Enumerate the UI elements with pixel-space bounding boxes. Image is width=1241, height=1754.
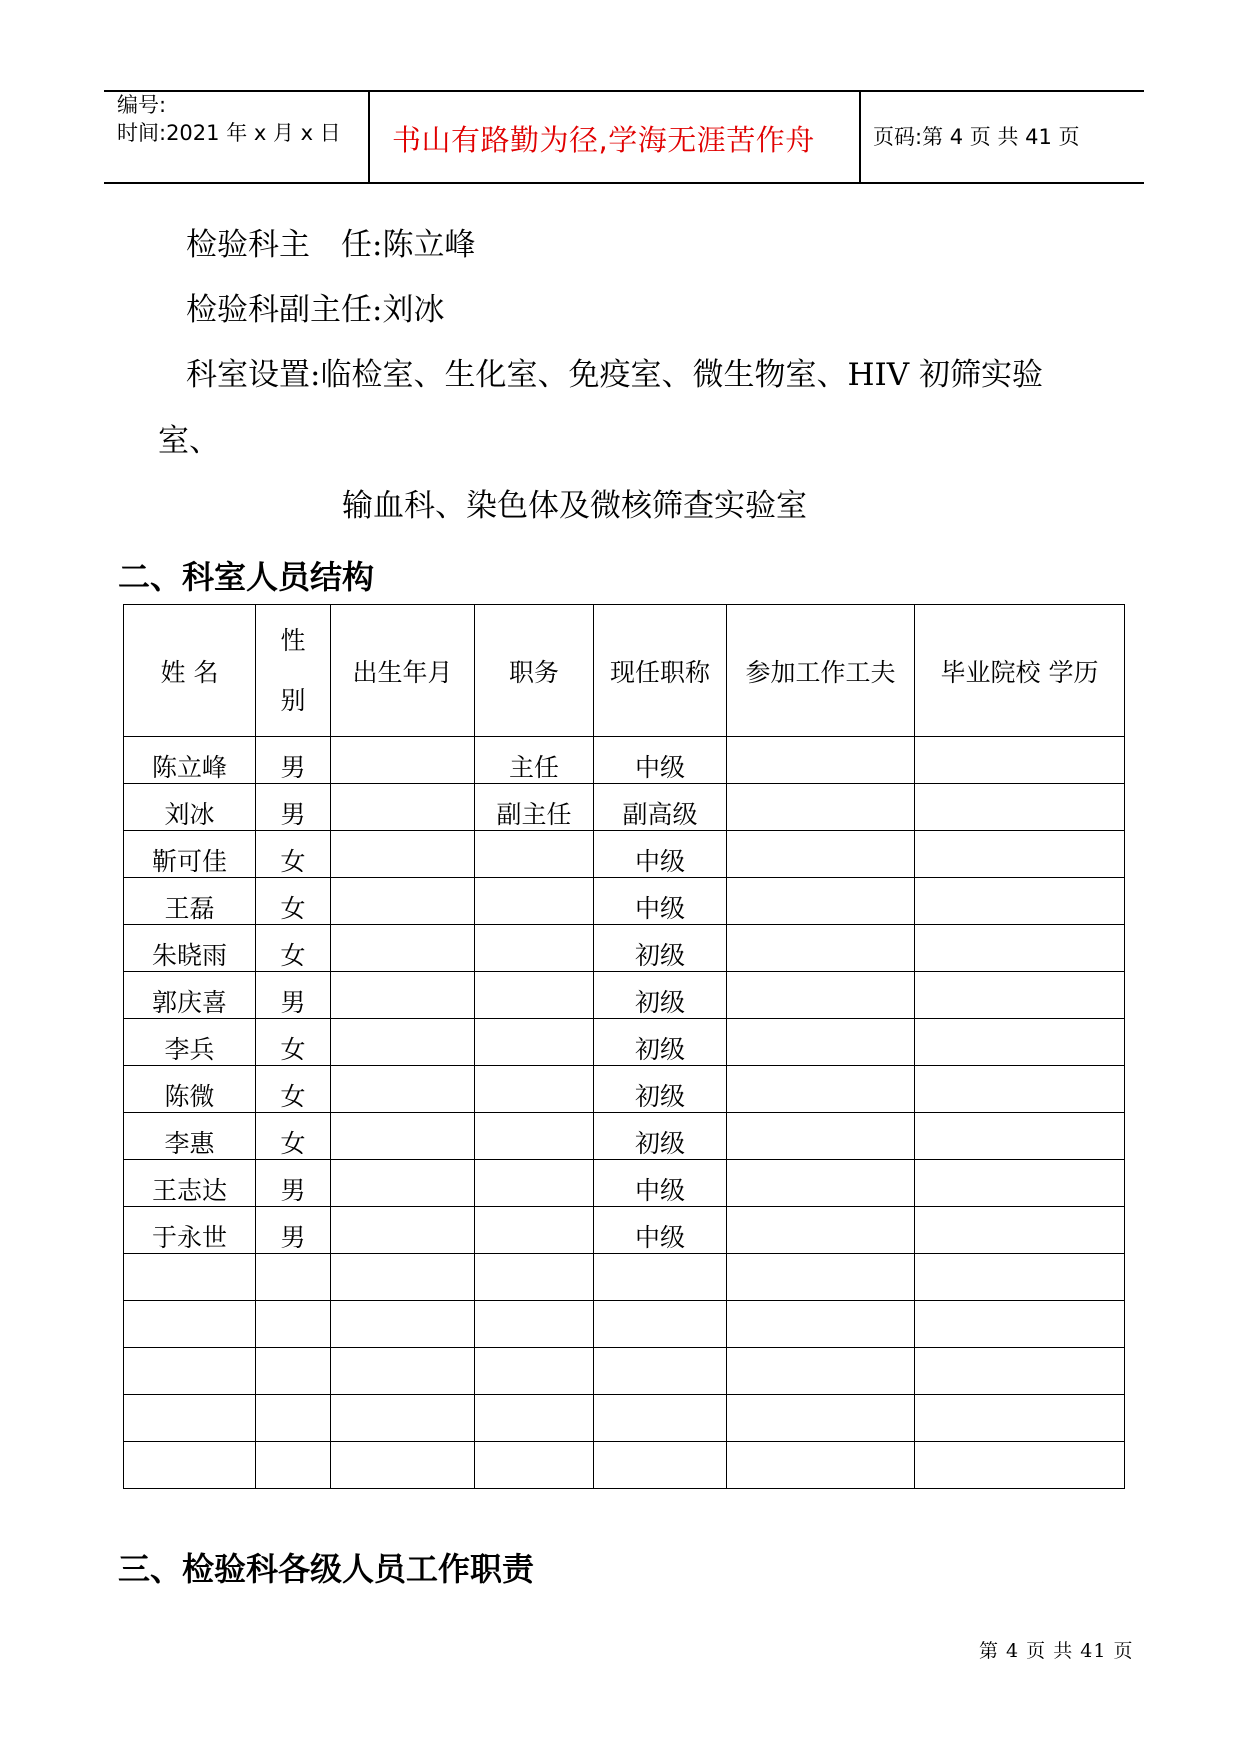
cell-position: [475, 1301, 594, 1348]
cell-birth: [331, 1254, 475, 1301]
cell-work-start: [727, 784, 915, 831]
cell-name: [124, 925, 256, 972]
cell-title: [594, 1113, 727, 1160]
table-row: [124, 737, 1125, 784]
cell-text: 副主任: [496, 800, 572, 829]
cell-text: 初级: [634, 1082, 685, 1111]
cell-work-start: [727, 1442, 915, 1489]
cell-text: 男: [280, 988, 306, 1017]
table-row: [124, 1442, 1125, 1489]
cell-birth: [331, 1301, 475, 1348]
cell-birth: [331, 925, 475, 972]
cell-text: 女: [280, 941, 306, 970]
cell-text: 副高级: [622, 800, 698, 829]
cell-text: 男: [280, 753, 306, 782]
cell-name: [124, 972, 256, 1019]
director-line: 检验科主 任:陈立峰: [186, 227, 476, 263]
cell-text: 王志达: [151, 1176, 227, 1205]
header-gender: [256, 605, 331, 737]
cell-work-start: [727, 1019, 915, 1066]
table-row: [124, 925, 1125, 972]
section-2-title: 二、科室人员结构: [118, 558, 375, 596]
cell-text: 男: [280, 1176, 306, 1205]
header-work-start: 参加工作工夫: [727, 605, 915, 737]
cell-text: 初级: [634, 1129, 685, 1158]
cell-gender: [256, 1113, 331, 1160]
cell-title: [594, 925, 727, 972]
table-row: [124, 1348, 1125, 1395]
cell-school: [915, 784, 1125, 831]
cell-name: [124, 1395, 256, 1442]
cell-position: [475, 1019, 594, 1066]
cell-work-start: [727, 1301, 915, 1348]
table-row: [124, 1019, 1125, 1066]
cell-name: [124, 1207, 256, 1254]
cell-birth: [331, 1160, 475, 1207]
table-row: [124, 1207, 1125, 1254]
rooms-line-1: 科室设置:临检室、生化室、免疫室、微生物室、HIV 初筛实验: [186, 357, 1043, 393]
cell-position: [475, 1113, 594, 1160]
cell-gender: [256, 1066, 331, 1113]
cell-birth: [331, 1066, 475, 1113]
cell-gender: [256, 831, 331, 878]
cell-school: [915, 878, 1125, 925]
cell-name: [124, 1113, 256, 1160]
cell-title: [594, 1019, 727, 1066]
cell-gender: [256, 784, 331, 831]
cell-text: 中级: [634, 753, 685, 782]
cell-text: 中级: [634, 1176, 685, 1205]
cell-title: [594, 784, 727, 831]
cell-work-start: [727, 1254, 915, 1301]
cell-birth: [331, 1348, 475, 1395]
cell-name: [124, 878, 256, 925]
cell-school: [915, 1066, 1125, 1113]
cell-birth: [331, 737, 475, 784]
cell-title: [594, 1348, 727, 1395]
cell-work-start: [727, 831, 915, 878]
cell-title: [594, 972, 727, 1019]
cell-school: [915, 831, 1125, 878]
table-row: [124, 1395, 1125, 1442]
cell-title: [594, 831, 727, 878]
table-row: [124, 972, 1125, 1019]
cell-position: [475, 831, 594, 878]
cell-work-start: [727, 1348, 915, 1395]
cell-name: [124, 1301, 256, 1348]
cell-school: [915, 1207, 1125, 1254]
cell-text: 女: [280, 1035, 306, 1064]
cell-work-start: [727, 1066, 915, 1113]
cell-text: 主任: [508, 753, 559, 782]
cell-work-start: [727, 878, 915, 925]
cell-school: [915, 1113, 1125, 1160]
cell-position: [475, 737, 594, 784]
cell-title: [594, 1160, 727, 1207]
header-divider-right: [859, 90, 861, 183]
header-bottom-rule: [104, 182, 1144, 184]
cell-text: 李惠: [164, 1129, 215, 1158]
table-row: [124, 831, 1125, 878]
cell-position: [475, 1254, 594, 1301]
cell-title: [594, 1442, 727, 1489]
cell-text: 女: [280, 847, 306, 876]
cell-position: [475, 1348, 594, 1395]
cell-text: 朱晓雨: [151, 941, 227, 970]
cell-position: [475, 1160, 594, 1207]
cell-position: [475, 1207, 594, 1254]
cell-text: 靳可佳: [151, 847, 227, 876]
cell-work-start: [727, 1207, 915, 1254]
cell-position: [475, 1442, 594, 1489]
cell-gender: [256, 1160, 331, 1207]
cell-school: [915, 1160, 1125, 1207]
cell-name: [124, 1348, 256, 1395]
cell-gender: [256, 1301, 331, 1348]
cell-position: [475, 784, 594, 831]
cell-school: [915, 972, 1125, 1019]
cell-text: 初级: [634, 1035, 685, 1064]
cell-birth: [331, 1207, 475, 1254]
cell-text: 女: [280, 1129, 306, 1158]
cell-birth: [331, 1019, 475, 1066]
cell-title: [594, 737, 727, 784]
header-name: 姓 名: [124, 605, 256, 737]
cell-gender: [256, 1395, 331, 1442]
cell-name: [124, 784, 256, 831]
cell-birth: [331, 831, 475, 878]
cell-name: [124, 737, 256, 784]
cell-gender: [256, 1348, 331, 1395]
cell-text: 男: [280, 800, 306, 829]
page-footer: 第 4 页 共 41 页: [979, 1640, 1134, 1662]
cell-text: 女: [280, 1082, 306, 1111]
cell-birth: [331, 878, 475, 925]
table-header-row: [124, 605, 1125, 737]
cell-text: 李兵: [164, 1035, 215, 1064]
cell-work-start: [727, 1395, 915, 1442]
cell-work-start: [727, 925, 915, 972]
page-info: 页码:第 4 页 共 41 页: [873, 125, 1080, 149]
cell-position: [475, 972, 594, 1019]
table-row: [124, 1301, 1125, 1348]
cell-text: 中级: [634, 1223, 685, 1252]
header-birth: 出生年月: [331, 605, 475, 737]
cell-text: 陈微: [164, 1082, 215, 1111]
cell-work-start: [727, 737, 915, 784]
cell-work-start: [727, 1160, 915, 1207]
cell-position: [475, 925, 594, 972]
cell-text: 初级: [634, 941, 685, 970]
cell-position: [475, 878, 594, 925]
cell-school: [915, 1301, 1125, 1348]
cell-school: [915, 1254, 1125, 1301]
section-3-title: 三、检验科各级人员工作职责: [118, 1550, 535, 1588]
cell-school: [915, 1395, 1125, 1442]
cell-text: 于永世: [151, 1223, 227, 1252]
cell-text: 中级: [634, 894, 685, 923]
cell-gender: [256, 737, 331, 784]
serial-label: 编号:: [117, 93, 167, 117]
cell-birth: [331, 1113, 475, 1160]
header-gender-2: 别: [280, 685, 306, 715]
header-school: 毕业院校 学历: [915, 605, 1125, 737]
header-top-rule: [104, 90, 1144, 92]
cell-work-start: [727, 1113, 915, 1160]
cell-gender: [256, 1019, 331, 1066]
table-row: [124, 878, 1125, 925]
header-position: 职务: [475, 605, 594, 737]
rooms-line-2: 室、: [158, 423, 220, 459]
cell-text: 刘冰: [164, 800, 215, 829]
table-row: [124, 1160, 1125, 1207]
cell-name: [124, 1254, 256, 1301]
cell-name: [124, 1066, 256, 1113]
cell-school: [915, 925, 1125, 972]
header-divider-left: [368, 90, 370, 183]
cell-gender: [256, 972, 331, 1019]
cell-gender: [256, 1254, 331, 1301]
cell-gender: [256, 925, 331, 972]
table-row: [124, 1113, 1125, 1160]
cell-text: 陈立峰: [151, 753, 227, 782]
cell-text: 郭庆喜: [151, 988, 227, 1017]
deputy-line: 检验科副主任:刘冰: [186, 292, 445, 328]
cell-name: [124, 1442, 256, 1489]
cell-title: [594, 878, 727, 925]
cell-name: [124, 1160, 256, 1207]
cell-text: 中级: [634, 847, 685, 876]
table-row: [124, 1066, 1125, 1113]
cell-title: [594, 1254, 727, 1301]
staff-table: [123, 604, 1125, 1489]
cell-birth: [331, 1395, 475, 1442]
cell-name: [124, 831, 256, 878]
cell-position: [475, 1395, 594, 1442]
cell-school: [915, 1019, 1125, 1066]
table-row: [124, 1254, 1125, 1301]
rooms-line-3: 输血科、染色体及微核筛查实验室: [342, 488, 807, 524]
header-gender-1: 性: [280, 625, 306, 655]
cell-birth: [331, 784, 475, 831]
cell-name: [124, 1019, 256, 1066]
cell-text: 王磊: [164, 894, 215, 923]
cell-school: [915, 737, 1125, 784]
cell-text: 女: [280, 894, 306, 923]
cell-gender: [256, 1442, 331, 1489]
cell-school: [915, 1348, 1125, 1395]
cell-title: [594, 1395, 727, 1442]
cell-school: [915, 1442, 1125, 1489]
cell-title: [594, 1066, 727, 1113]
header-title: 现任职称: [594, 605, 727, 737]
cell-birth: [331, 972, 475, 1019]
cell-title: [594, 1207, 727, 1254]
cell-text: 初级: [634, 988, 685, 1017]
cell-birth: [331, 1442, 475, 1489]
cell-gender: [256, 878, 331, 925]
motto: 书山有路勤为径,学海无涯苦作舟: [392, 123, 815, 157]
time-label: 时间:2021 年 x 月 x 日: [117, 121, 341, 145]
cell-text: 男: [280, 1223, 306, 1252]
cell-title: [594, 1301, 727, 1348]
cell-position: [475, 1066, 594, 1113]
cell-work-start: [727, 972, 915, 1019]
table-row: [124, 784, 1125, 831]
cell-gender: [256, 1207, 331, 1254]
